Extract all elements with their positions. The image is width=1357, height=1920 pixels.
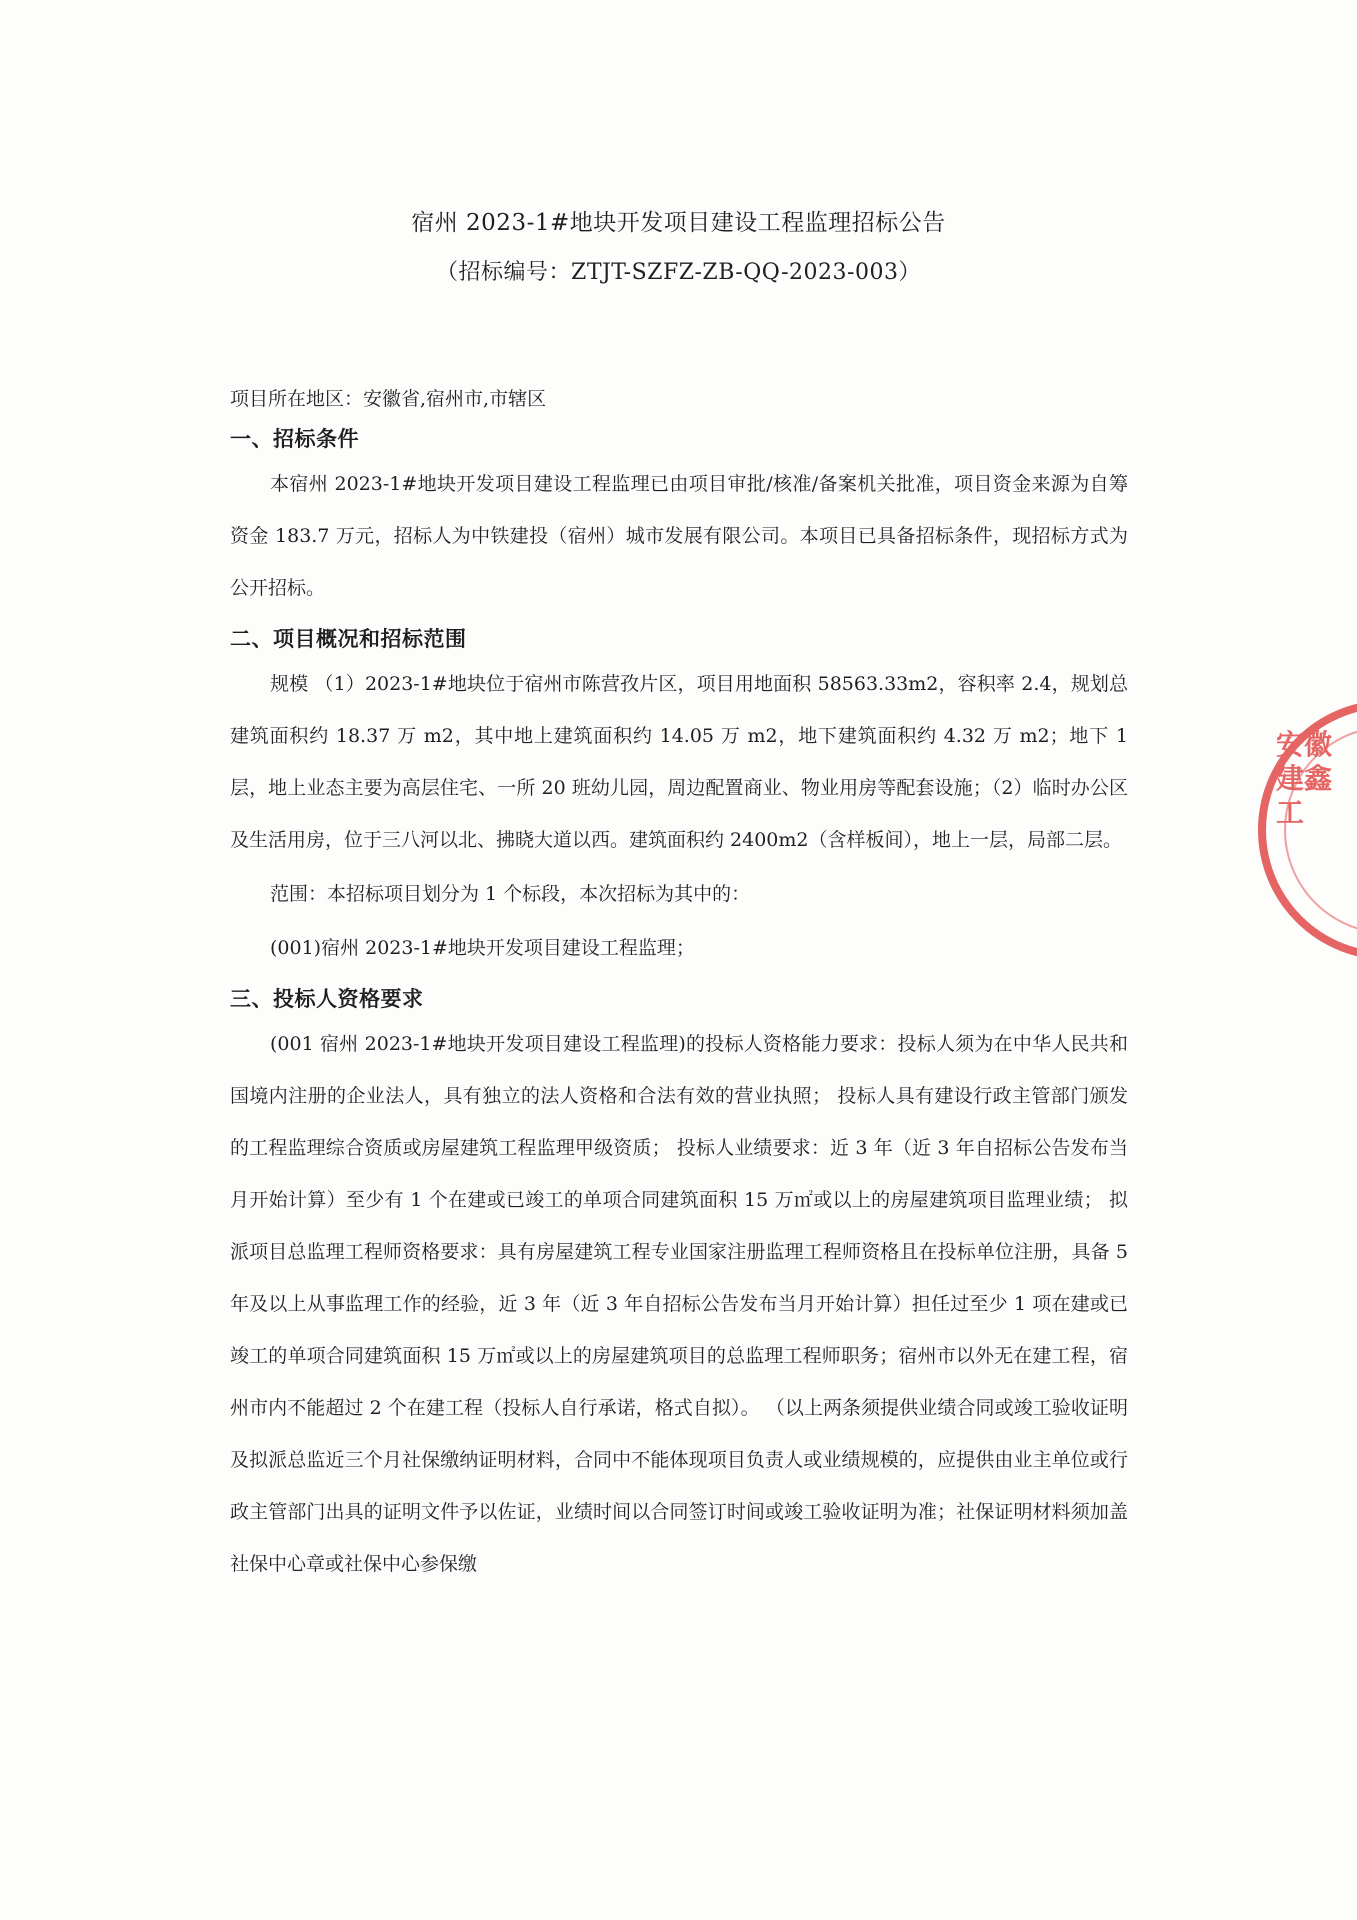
document-title: 宿州 2023-1#地块开发项目建设工程监理招标公告 (411, 210, 946, 236)
company-seal-stamp (1258, 700, 1357, 960)
paragraph-bidder-qualifications: (001 宿州 2023-1#地块开发项目建设工程监理)的投标人资格能力要求：投标人须为在中华人民共和国境内注册的企业法人，具有独立的法人资格和合法有效的营业执照； 投标人具有建设行政主管部门颁发的工程监理综合资质或房屋建筑工程监理甲级资质； 投标人业绩要求：近 3 年（近 3 年自招标公告发布当月开始计算）至少有 1 个在建或已竣工的单项合同建筑面积 15 万㎡或以上的房屋建筑项目监理业绩； 拟派项目总监理工程师资格要求：具有房屋建筑工程专业国家注册监理工程师资格且在投标单位注册，具备 5 年及以上从事监理工作的经验，近 3 年（近 3 年自招标公告发布当月开始计算）担任过至少 1 项在建或已竣工的单项合同建筑面积 15 万㎡或以上的房屋建筑项目的总监理工程师职务；宿州市以外无在建工程，宿州市内不能超过 2 个在建工程（投标人自行承诺，格式自拟）。 （以上两条须提供业绩合同或竣工验收证明及拟派总监近三个月社保缴纳证明材料，合同中不能体现项目负责人或业绩规模的，应提供由业主单位或行政主管部门出具的证明文件予以佐证，业绩时间以合同签订时间或竣工验收证明为准；社保证明材料须加盖社保中心章或社保中心参保缴 (230, 1033, 1128, 1575)
title-block (0, 208, 1357, 288)
section-heading-bidder-qualifications: 三、投标人资格要求 (230, 987, 424, 1011)
section-heading-project-overview: 二、项目概况和招标范围 (230, 627, 467, 651)
paragraph-lot-item: (001)宿州 2023-1#地块开发项目建设工程监理； (270, 937, 695, 959)
document-body (230, 384, 1128, 1590)
seal-lettering: 安徽建鑫工 (1276, 728, 1333, 829)
section-heading-tender-conditions: 一、招标条件 (230, 427, 359, 451)
paragraph-tender-scope: 范围：本招标项目划分为 1 个标段，本次招标为其中的： (270, 883, 751, 905)
paragraph-tender-conditions: 本宿州 2023-1#地块开发项目建设工程监理已由项目审批/核准/备案机关批准，项目资金来源为自筹资金 183.7 万元，招标人为中铁建投（宿州）城市发展有限公司。本项目已具备招标条件，现招标方式为公开招标。 (230, 473, 1128, 599)
tender-number: （招标编号：ZTJT-SZFZ-ZB-QQ-2023-003） (436, 260, 921, 285)
project-region: 项目所在地区：安徽省,宿州市,市辖区 (230, 388, 547, 410)
paragraph-project-scale: 规模 （1）2023-1#地块位于宿州市陈营孜片区，项目用地面积 58563.33m2，容积率 2.4，规划总建筑面积约 18.37 万 m2，其中地上建筑面积约 14.05 万 m2，地下建筑面积约 4.32 万 m2；地下 1 层，地上业态主要为高层住宅、一所 20 班幼儿园，周边配置商业、物业用房等配套设施；（2）临时办公区及生活用房，位于三八河以北、拂晓大道以西。建筑面积约 2400m2（含样板间），地上一层，局部二层。 (230, 673, 1128, 851)
